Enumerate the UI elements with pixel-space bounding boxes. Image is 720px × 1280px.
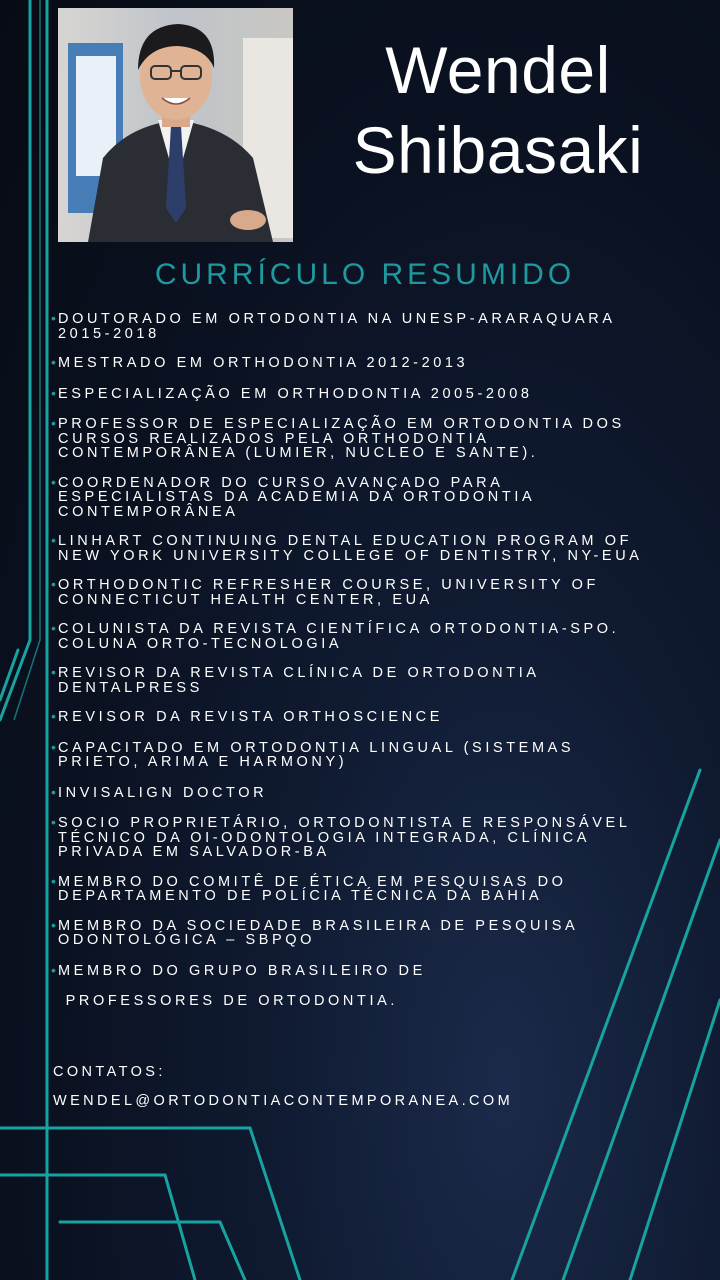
list-item-continuation: PROFESSORES DE ORTODONTIA. [58,993,398,1009]
list-item: • CAPACITADO EM ORTODONTIA LINGUAL (SISTEMAS PRIETO, ARIMA E HARMONY) [52,741,692,770]
list-item: • ESPECIALIZAÇÃO EM ORTHODONTIA 2005-2008 [52,387,692,402]
list-item: • SOCIO PROPRIETÁRIO, ORTODONTISTA E RESPONSÁVEL TÉCNICO DA OI-ODONTOLOGIA INTEGRADA, CLÍNICA PRIVADA EM SALVADOR-BA [52,816,692,860]
section-title: CURRÍCULO RESUMIDO [154,258,576,291]
person-name [318,30,678,190]
contact-email[interactable]: WENDEL@ORTODONTIACONTEMPORANEA.COM [53,1093,514,1109]
list-item: • COORDENADOR DO CURSO AVANÇADO PARA ESPECIALISTAS DA ACADEMIA DA ORTODONTIA CONTEMPORÂNEA [52,476,692,520]
list-item: • PROFESSOR DE ESPECIALIZAÇÃO EM ORTODONTIA DOS CURSOS REALIZADOS PELA ORTHODONTIA CONTEMPORÂNEA (LUMIER, NUCLEO E SANTE). [52,417,692,461]
list-item: • MEMBRO DO COMITÊ DE ÉTICA EM PESQUISAS DO DEPARTAMENTO DE POLÍCIA TÉCNICA DA BAHIA [52,875,692,904]
list-item: • DOUTORADO EM ORTODONTIA NA UNESP-ARARAQUARA 2015-2018 [52,312,692,341]
name-line-first: Wendel [385,33,611,107]
list-item: • COLUNISTA DA REVISTA CIENTÍFICA ORTODONTIA-SPO. COLUNA ORTO-TECNOLOGIA [52,622,692,651]
list-item: • ORTHODONTIC REFRESHER COURSE, UNIVERSITY OF CONNECTICUT HEALTH CENTER, EUA [52,578,692,607]
portrait-image [58,8,293,242]
profile-photo [58,8,293,242]
list-item: • MEMBRO DA SOCIEDADE BRASILEIRA DE PESQUISA ODONTOLÓGICA – SBPQO [52,919,692,948]
contacts-label: CONTATOS: [53,1064,166,1080]
list-item: • REVISOR DA REVISTA ORTHOSCIENCE [52,710,692,725]
list-item: • LINHART CONTINUING DENTAL EDUCATION PROGRAM OF NEW YORK UNIVERSITY COLLEGE OF DENTISTRY, NY-EUA [52,534,692,563]
list-item: • MESTRADO EM ORTHODONTIA 2012-2013 [52,356,692,371]
list-item: • MEMBRO DO GRUPO BRASILEIRO DE [52,964,692,979]
list-item: • INVISALIGN DOCTOR [52,786,692,801]
resume-list [52,312,692,1009]
name-line-last: Shibasaki [352,113,644,187]
list-item: • REVISOR DA REVISTA CLÍNICA DE ORTODONTIA DENTALPRESS [52,666,692,695]
